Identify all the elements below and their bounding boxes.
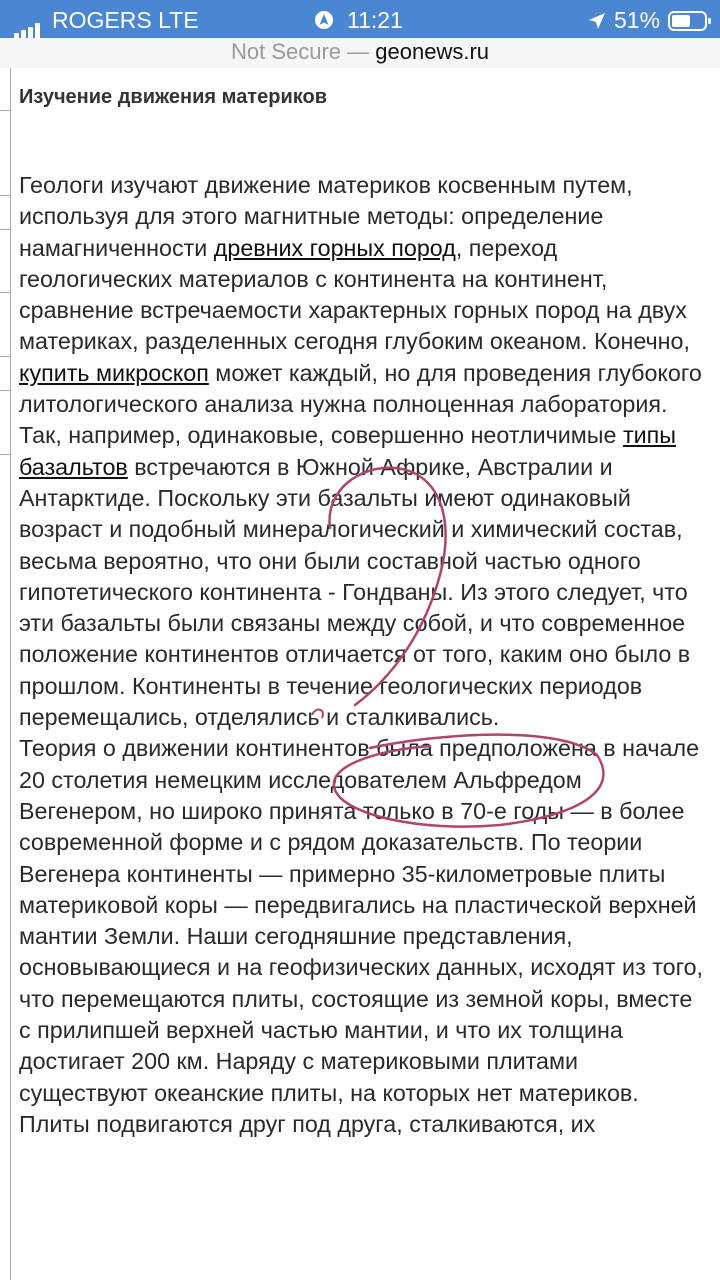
article-title: Изучение движения материков [19,86,327,108]
address-bar[interactable] [0,38,720,68]
clock: 11:21 [347,7,403,33]
location-arrow-icon [588,9,606,36]
paragraph-3: Теория о движении континентов была предположена в начале 20 столетия немецким исследователем Альфредом Вегенером, но широко принята только в 70-е годы — в более современной форме и с рядом доказательств. По теории Вегенера континенты — примерно 35-километровые плиты материковой коры — передвигались на пластической верхней мантии Земли. Наши сегодняшние представления, основывающиеся и на геофизических данных, исходят из того, что перемещаются плиты, состоящие из земной коры, вместе с прилипшей верхней частью мантии, и что их толщина достигает 200 км. Наряду с материковыми плитами существуют океанские плиты, на которых нет материков. [19,735,704,1106]
paragraph-4: Плиты подвигаются друг под друга, сталкиваются, их [19,1110,596,1137]
paragraph-2: Так, например, одинаковые, совершенно неотличимые типы базальтов встречаются в Южной Африке, Австралии и Антарктиде. Поскольку эти базальты имеют одинаковый возраст и подобный минералогический и химический состав, весьма вероятно, что они были составной частью одного гипотетического континента - Гондваны. Из этого следует, что эти базальты были связаны между собой, и что современное положение континентов отличается от того, каким оно было в прошлом. Континенты в течение геологических периодов перемещались, отделялись и сталкивались. [19,422,691,731]
article [19,82,709,1140]
link-buy-microscope[interactable]: купить микроскоп [19,359,209,386]
paragraph-1: Геологи изучают движение материков косвенным путем, используя для этого магнитные методы: определение намагниченности древних горных пород, переход геологических материалов с континента на континент, сравнение встречаемости характерных горных пород на двух материках, разделенных сегодня глубоким океаном. Конечно, купить микроскоп может каждый, но для проведения глубокого литологического анализа нужна полноценная лаборатория. [19,172,702,418]
battery-icon [668,10,712,37]
carrier-label: ROGERS LTE [52,7,199,33]
link-basalt-types[interactable]: типы базальтов [19,422,676,480]
link-ancient-rocks[interactable]: древних горных пород [213,234,456,261]
location-services-icon [314,9,334,36]
domain-label: geonews.ru [375,39,490,64]
security-label: Not Secure — [230,39,370,64]
status-bar [0,0,720,38]
battery-percentage: 51% [614,7,661,33]
left-frame-rail [0,68,11,1280]
signal-strength-icon [14,12,42,28]
